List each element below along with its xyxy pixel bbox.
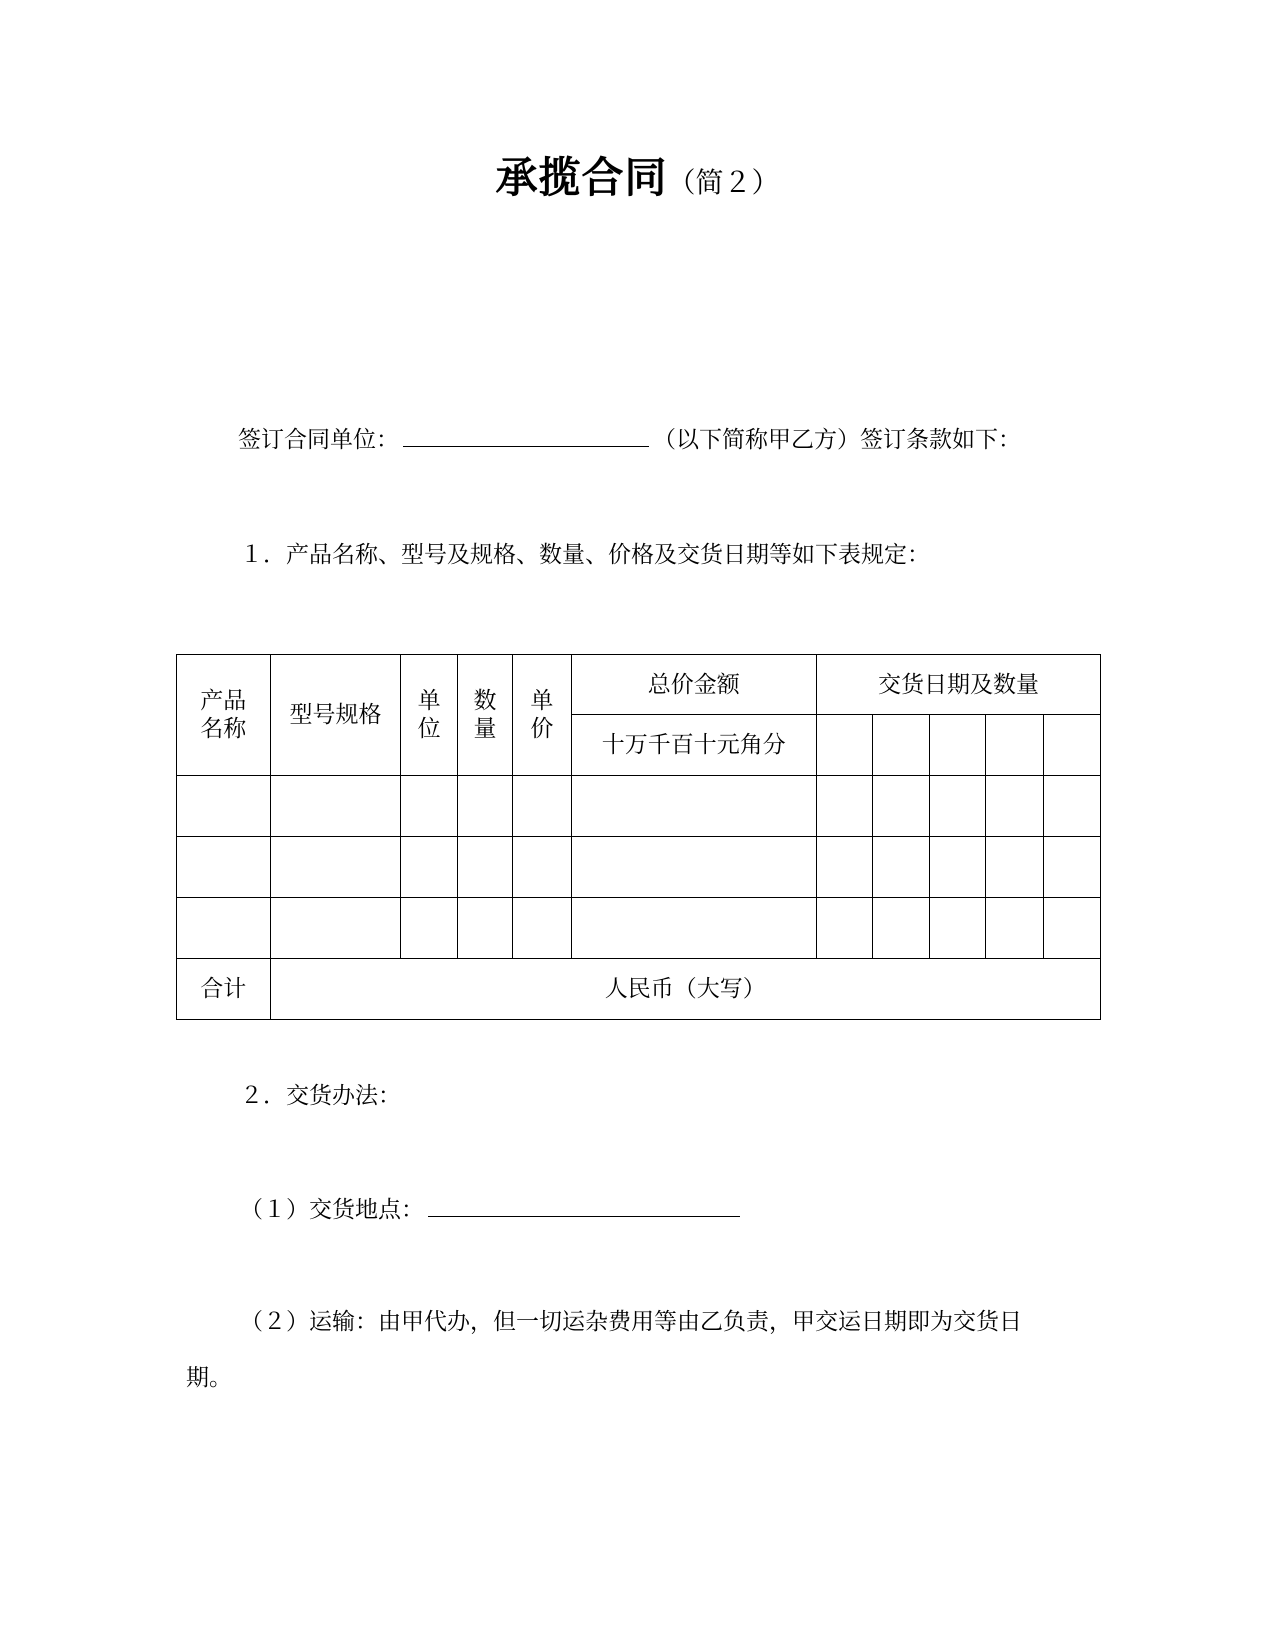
table-cell[interactable] <box>571 837 817 898</box>
header-amount-digits: 十万千百十元角分 <box>571 715 817 776</box>
delivery-cell[interactable] <box>817 715 873 776</box>
table-header-row-1 <box>177 655 1101 715</box>
header-delivery: 交货日期及数量 <box>817 655 1101 715</box>
table-cell[interactable] <box>1043 898 1100 959</box>
table-cell[interactable] <box>986 776 1043 837</box>
title-sub: （简２） <box>667 166 780 199</box>
table-cell[interactable] <box>513 898 571 959</box>
table-cell[interactable] <box>817 837 873 898</box>
header-unit: 单 位 <box>401 655 457 776</box>
table-row <box>177 898 1101 959</box>
clause-2-1: （１）交货地点： <box>240 1197 424 1223</box>
table-cell[interactable] <box>457 837 512 898</box>
table-cell[interactable] <box>457 898 512 959</box>
total-value[interactable]: 人民币（大写） <box>270 959 1100 1020</box>
product-table <box>176 654 1101 1020</box>
table-cell[interactable] <box>873 837 929 898</box>
table-cell[interactable] <box>457 776 512 837</box>
table-cell[interactable] <box>873 898 929 959</box>
table-cell[interactable] <box>929 898 985 959</box>
table-cell[interactable] <box>986 837 1043 898</box>
delivery-cell[interactable] <box>1043 715 1100 776</box>
header-total-amount: 总价金额 <box>571 655 817 715</box>
table-cell[interactable] <box>270 837 401 898</box>
table-cell[interactable] <box>817 776 873 837</box>
table-row <box>177 837 1101 898</box>
table-cell[interactable] <box>817 898 873 959</box>
clause-2-1-line <box>240 1194 744 1225</box>
intro-line <box>238 424 1021 455</box>
table-cell[interactable] <box>177 898 271 959</box>
table-total-row <box>177 959 1101 1020</box>
header-model-spec: 型号规格 <box>270 655 401 776</box>
table-cell[interactable] <box>177 837 271 898</box>
header-unit-price: 单 价 <box>513 655 571 776</box>
table-cell[interactable] <box>571 776 817 837</box>
table-cell[interactable] <box>571 898 817 959</box>
intro-suffix: （以下简称甲乙方）签订条款如下： <box>653 427 1021 453</box>
intro-prefix: 签订合同单位： <box>238 427 399 453</box>
header-product-name: 产品 名称 <box>177 655 271 776</box>
table-cell[interactable] <box>929 837 985 898</box>
table-cell[interactable] <box>401 898 457 959</box>
contract-party-blank[interactable] <box>403 424 649 447</box>
table-cell[interactable] <box>1043 776 1100 837</box>
table-cell[interactable] <box>177 776 271 837</box>
table-cell[interactable] <box>986 898 1043 959</box>
table-cell[interactable] <box>401 837 457 898</box>
table-cell[interactable] <box>270 898 401 959</box>
total-label: 合计 <box>177 959 271 1020</box>
table-cell[interactable] <box>929 776 985 837</box>
title-main: 承揽合同 <box>495 153 668 202</box>
table-cell[interactable] <box>1043 837 1100 898</box>
table-row <box>177 776 1101 837</box>
clause-1: １．产品名称、型号及规格、数量、价格及交货日期等如下表规定： <box>240 542 930 568</box>
delivery-cell[interactable] <box>873 715 929 776</box>
delivery-cell[interactable] <box>929 715 985 776</box>
clause-2-2-line1: （２）运输：由甲代办，但一切运杂费用等由乙负责，甲交运日期即为交货日 <box>240 1309 1022 1335</box>
table-cell[interactable] <box>401 776 457 837</box>
clause-2-2-line2: 期。 <box>186 1365 232 1391</box>
clause-2: ２．交货办法： <box>240 1083 401 1109</box>
table-cell[interactable] <box>270 776 401 837</box>
delivery-place-blank[interactable] <box>428 1194 740 1217</box>
table-cell[interactable] <box>873 776 929 837</box>
table-cell[interactable] <box>513 776 571 837</box>
delivery-cell[interactable] <box>986 715 1043 776</box>
header-quantity: 数 量 <box>457 655 512 776</box>
table-cell[interactable] <box>513 837 571 898</box>
document-title <box>0 145 1275 205</box>
